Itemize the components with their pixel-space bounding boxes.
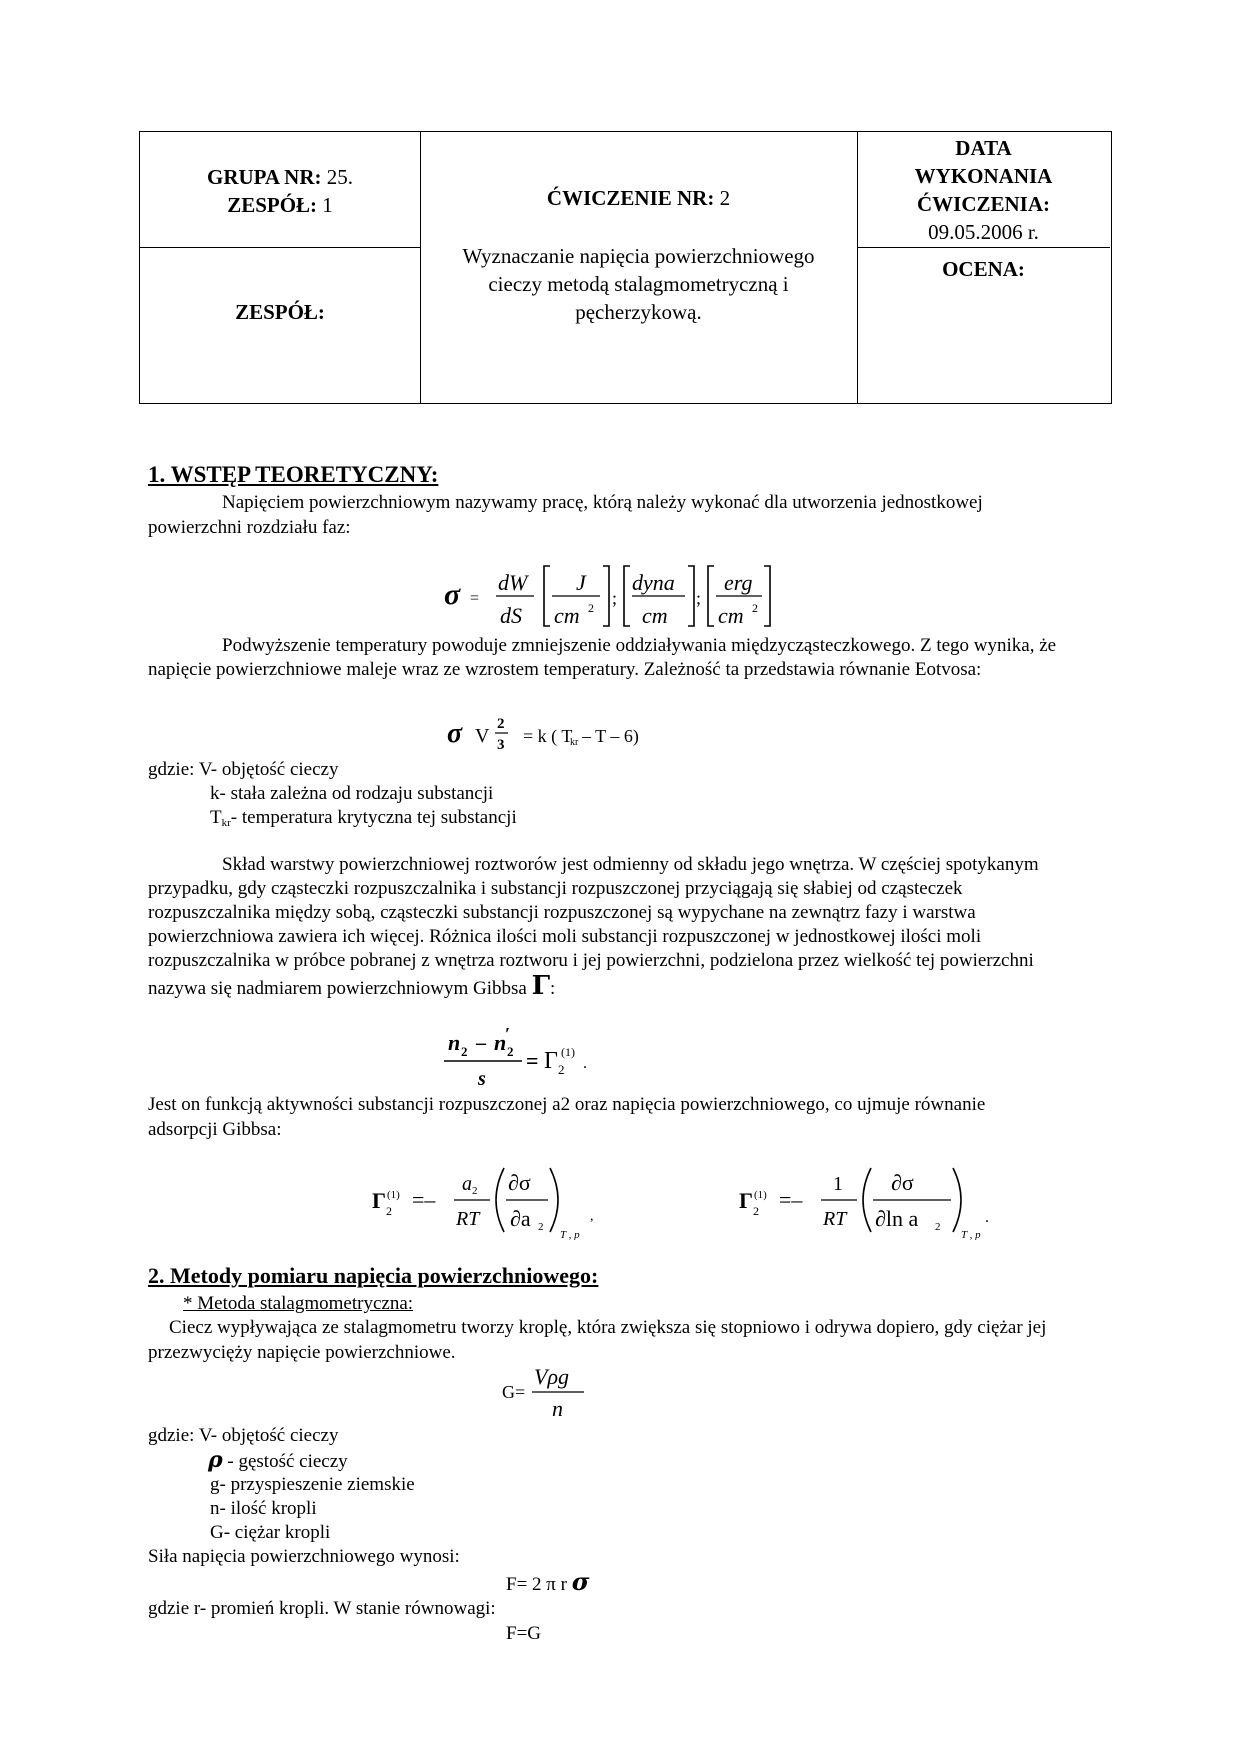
unit-numerator: J (576, 570, 586, 595)
surface-tension-equation (440, 560, 800, 632)
unit-denominator: cm (642, 603, 668, 628)
legend-text: - gęstość cieczy (227, 1451, 348, 1472)
section1-heading: 1. WSTĘP TEORETYCZNY: (148, 462, 439, 487)
colon: : (550, 978, 556, 999)
end-dot: . (985, 1209, 989, 1226)
eotvos-equation (445, 708, 695, 758)
equilibrium-equation: F=G (506, 1623, 542, 1644)
grupa-cell (140, 163, 420, 219)
cwiczenie-cell (420, 184, 857, 212)
gamma-symbol: Γ (739, 1188, 753, 1213)
subscript: 2 (558, 1062, 565, 1077)
table-divider (857, 247, 1110, 248)
tp-subscript: T , p (560, 1229, 580, 1240)
ocena-label: OCENA: (942, 257, 1025, 281)
eotvos-rhs-sub: kr (570, 737, 579, 748)
paragraph-line: Skład warstwy powierzchniowej roztworów jest odmienny od składu jego wnętrza. W częściej spotykanym (222, 854, 1039, 875)
eotvos-rhs: = k ( T (523, 726, 573, 746)
separator: ; (612, 588, 618, 608)
legend-line: gdzie: V- objętość cieczy (148, 759, 339, 780)
eq-sign: =– (779, 1187, 803, 1212)
table-divider (140, 247, 420, 248)
drop-weight-equation (500, 1362, 600, 1422)
prime-mark: ′ (505, 1024, 511, 1044)
zespol2-label: ZESPÓŁ: (235, 300, 325, 324)
unit-numerator: erg (724, 570, 753, 595)
one-symbol: 1 (833, 1173, 843, 1195)
header-table (139, 131, 1112, 404)
sigma-symbol: σ (571, 1567, 590, 1596)
fraction-numerator: Vρg (534, 1364, 569, 1389)
legend-text: - temperatura krytyczna tej substancji (230, 807, 517, 828)
n-symbol: n (494, 1030, 507, 1055)
subscript: 2 (507, 1044, 514, 1059)
square-exponent: 2 (752, 601, 758, 615)
sigma-symbol: σ (444, 578, 461, 611)
equation-text: F= 2 π r (506, 1574, 567, 1595)
data-label: DATA (955, 136, 1012, 160)
data-cell (857, 134, 1110, 246)
paragraph-text: nazywa się nadmiarem powierzchniowym Gibbsa (148, 978, 527, 999)
gamma-symbol: Γ (544, 1048, 558, 1074)
paragraph-line: Siła napięcia powierzchniowego wynosi: (148, 1546, 460, 1567)
cwiczenie-value: 2 (719, 186, 731, 210)
minus-sign: – (476, 1032, 486, 1054)
zespol-label: ZESPÓŁ: (227, 193, 318, 217)
gibbs-adsorption-log-equation (735, 1160, 995, 1240)
data-value: 09.05.2006 r. (928, 220, 1039, 244)
paragraph-line: Napięciem powierzchniowym nazywamy pracę, którą należy wykonać dla utworzenia jednostkowej (222, 492, 983, 513)
eq-sign: = (470, 590, 480, 607)
rt-symbol: RT (823, 1208, 847, 1230)
gibbs-adsorption-equation (368, 1160, 608, 1240)
paragraph-line: napięcie powierzchniowe maleje wraz ze wzrostem temperatury. Zależność ta przedstawia równanie Eotvosa: (148, 659, 982, 680)
legend-line (210, 806, 517, 835)
legend-line: G- ciężar kropli (210, 1522, 331, 1543)
separator: ; (696, 588, 702, 608)
exercise-title (420, 242, 857, 326)
square-exponent: 2 (588, 601, 594, 615)
unit-denominator: cm (554, 603, 580, 628)
legend-line: g- przyspieszenie ziemskie (210, 1474, 415, 1495)
method-heading: * Metoda stalagmometryczna: (183, 1293, 414, 1314)
partial-a: ∂a (510, 1206, 531, 1231)
sigma-symbol: σ (447, 718, 463, 749)
eq-sign: = (526, 1048, 539, 1073)
exercise-title-line: Wyznaczanie napięcia powierzchniowego (462, 244, 815, 268)
tp-subscript: T , p (961, 1229, 981, 1240)
cwiczenie-label: ĆWICZENIE NR: (546, 186, 715, 210)
paragraph-line: adsorpcji Gibbsa: (148, 1119, 282, 1140)
fraction-denominator: dS (500, 603, 522, 628)
n-symbol: n (448, 1030, 461, 1055)
gamma-symbol: Γ (372, 1188, 386, 1213)
superscript: (1) (561, 1045, 575, 1059)
eotvos-rhs-tail: – T – 6) (582, 726, 639, 746)
partial-ln-a: ∂ln a (875, 1206, 919, 1231)
section2-heading: 2. Metody pomiaru napięcia powierzchniowego: (148, 1263, 599, 1288)
exponent-numerator: 2 (497, 716, 505, 732)
fraction-numerator: dW (498, 570, 528, 595)
paragraph-line (148, 971, 556, 1001)
partial-sigma: ∂σ (508, 1170, 531, 1195)
partial-sigma: ∂σ (891, 1170, 914, 1195)
grupa-label: GRUPA NR: (206, 165, 322, 189)
unit-numerator: dyna (632, 570, 675, 595)
superscript: (1) (387, 1189, 400, 1201)
subscript: 2 (538, 1221, 544, 1233)
data-label: WYKONANIA (914, 164, 1053, 188)
s-symbol: s (478, 1068, 486, 1090)
rho-symbol: ρ (208, 1447, 223, 1473)
subscript: 2 (753, 1204, 759, 1218)
paragraph-line: rozpuszczalnika między sobą, cząsteczki substancji rozpuszczonej są wypychane na zewnątrz fazy i warstwa (148, 902, 976, 923)
legend-line: k- stała zależna od rodzaju substancji (210, 783, 494, 804)
temperature-symbol: T (210, 807, 222, 828)
subscript: 2 (472, 1185, 478, 1197)
volume-symbol: V (475, 725, 490, 747)
end-dot: . (583, 1055, 587, 1072)
subscript: 2 (386, 1204, 392, 1218)
data-label: ĆWICZENIA: (916, 192, 1050, 216)
subscript: 2 (461, 1044, 468, 1059)
legend-line: n- ilość kropli (210, 1498, 317, 1519)
rt-symbol: RT (456, 1208, 480, 1230)
exercise-title-line: cieczy metodą stalagmometryczną i (488, 272, 789, 296)
grupa-value: 25. (326, 165, 353, 189)
paragraph-line: powierzchni rozdziału faz: (148, 517, 351, 538)
surface-force-equation (506, 1567, 590, 1597)
paragraph-line: gdzie r- promień kropli. W stanie równowagi: (148, 1598, 496, 1619)
fraction-denominator: n (552, 1396, 563, 1421)
paragraph-line: Jest on funkcją aktywności substancji rozpuszczonej a2 oraz napięcia powierzchniowego, co ujmuje równanie (148, 1094, 986, 1115)
paragraph-line: Podwyższenie temperatury powoduje zmniejszenie oddziaływania międzycząsteczkowego. Z tego wynika, że (222, 635, 1057, 656)
gibbs-excess-equation (440, 1022, 610, 1092)
paragraph-line: powierzchniowa zawiera ich więcej. Różnica ilości moli substancji rozpuszczonej w jednostkowej ilości moli (148, 926, 982, 947)
legend-line: gdzie: V- objętość cieczy (148, 1425, 339, 1446)
paragraph-line: przypadku, gdy cząsteczki rozpuszczalnika i substancji rozpuszczonej przyciągają się słabiej od cząsteczek (148, 878, 963, 899)
comma: , (590, 1209, 594, 1224)
paragraph-line: rozpuszczalnika w próbce pobranej z wnętrza roztworu i jej powierzchni, podzielona przez wielkość tej powierzchni (148, 950, 1034, 971)
legend-line (208, 1448, 348, 1474)
a-symbol: a (462, 1173, 472, 1195)
g-equals: G= (502, 1382, 526, 1402)
superscript: (1) (754, 1189, 767, 1201)
exponent-denominator: 3 (497, 737, 505, 753)
eq-sign: =– (412, 1187, 436, 1212)
zespol-value: 1 (322, 193, 333, 217)
gamma-symbol: Γ (531, 971, 551, 1001)
subscript: 2 (935, 1221, 941, 1233)
exercise-title-line: pęcherzykową. (575, 300, 702, 324)
paragraph-line: Ciecz wypływająca ze stalagmometru tworzy kroplę, która zwiększa się stopniowo i odrywa dopiero, gdy ciężar jej (169, 1317, 1047, 1338)
unit-denominator: cm (718, 603, 744, 628)
subscript: kr (221, 817, 231, 829)
paragraph-line: przezwycięży napięcie powierzchniowe. (148, 1342, 456, 1363)
